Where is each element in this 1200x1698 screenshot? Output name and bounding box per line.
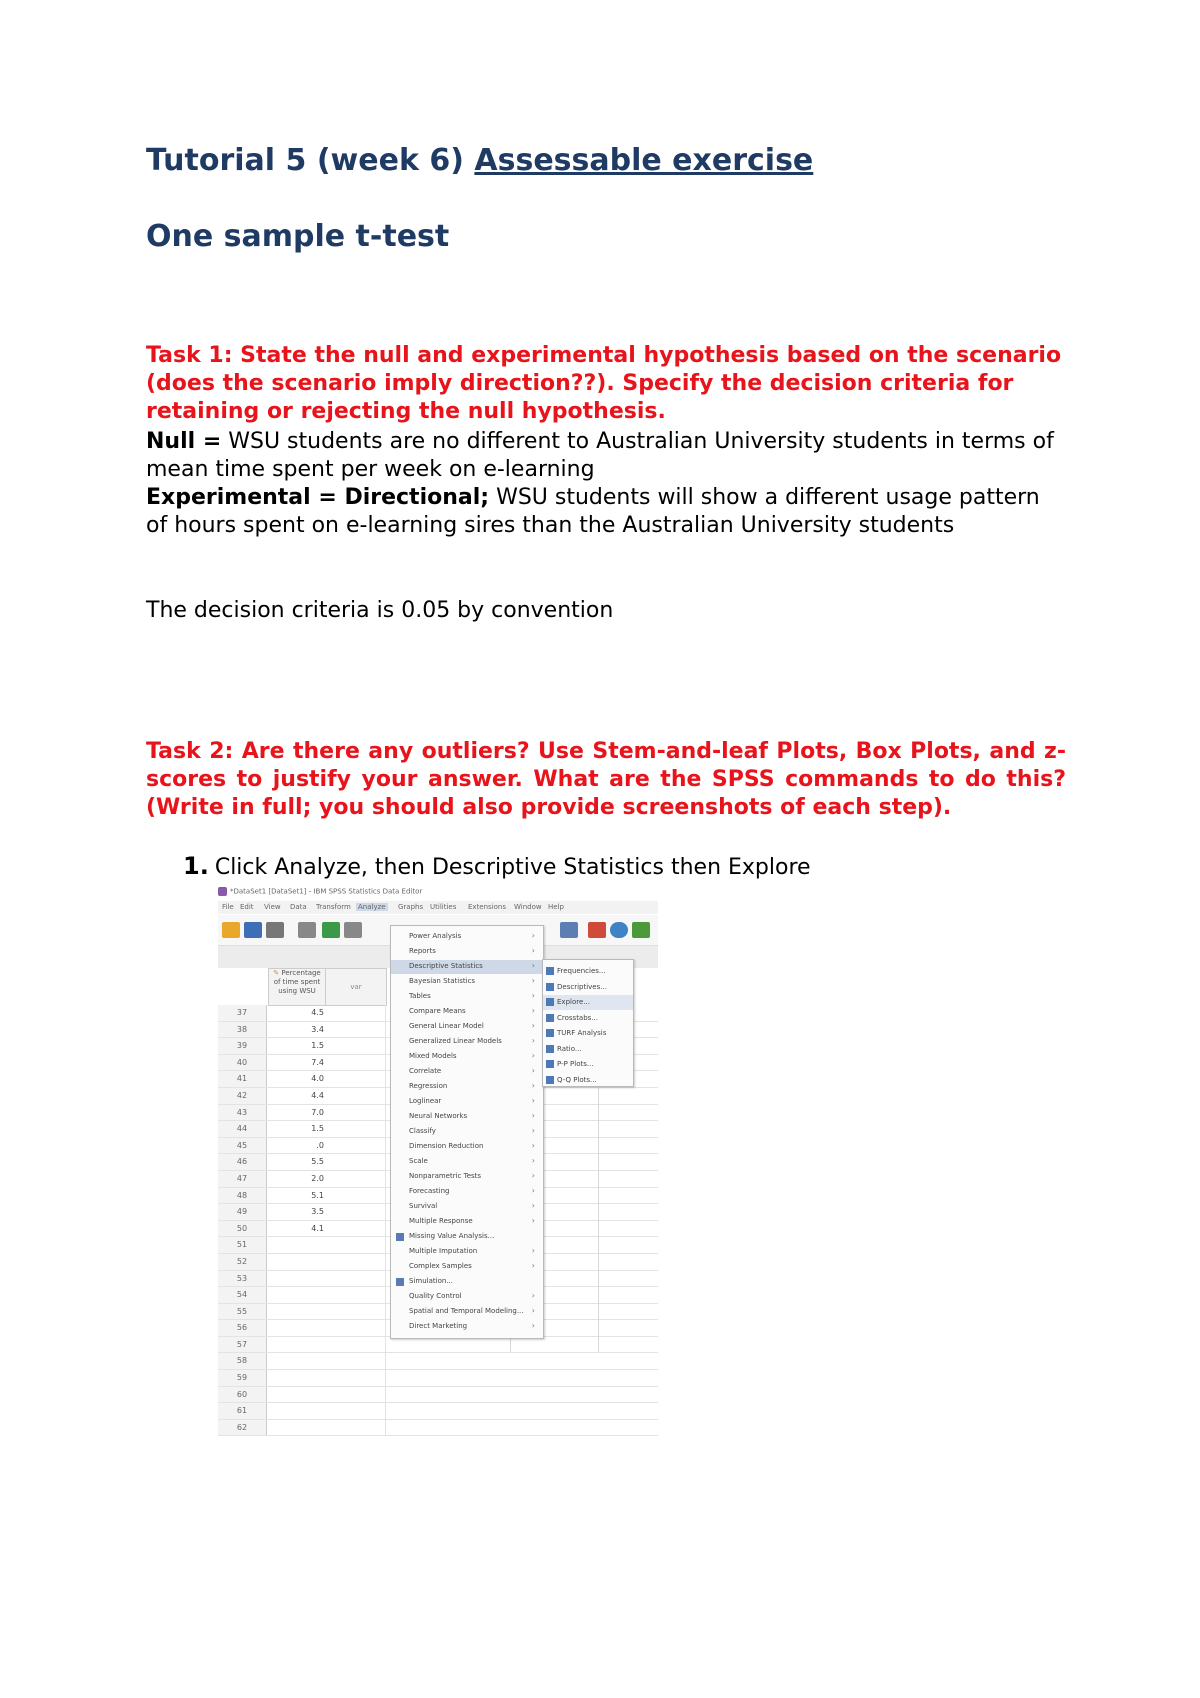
menu-item[interactable]: [391, 1305, 543, 1319]
chevron-right-icon: ›: [531, 931, 535, 940]
submenu-item-icon: [546, 1060, 554, 1068]
row-number[interactable]: 43: [218, 1105, 267, 1121]
descriptive-statistics-submenu: [542, 959, 634, 1087]
table-row[interactable]: [218, 1337, 658, 1354]
row-number[interactable]: 37: [218, 1005, 267, 1021]
row-number[interactable]: 54: [218, 1287, 267, 1303]
column-header-label: Percentage of time spent using WSU: [273, 969, 321, 995]
cell-value[interactable]: 3.4: [311, 1024, 324, 1034]
menu-item[interactable]: [391, 930, 543, 944]
menu-item[interactable]: [391, 1065, 543, 1079]
redo-icon[interactable]: [344, 922, 362, 938]
chevron-right-icon: ›: [531, 1051, 535, 1060]
menu-item-label: Simulation...: [409, 1277, 453, 1285]
chevron-right-icon: ›: [531, 1096, 535, 1105]
empty-cell[interactable]: [325, 1287, 386, 1303]
cell-value[interactable]: 4.4: [311, 1090, 324, 1100]
chevron-right-icon: ›: [531, 1321, 535, 1330]
chevron-right-icon: ›: [531, 1261, 535, 1270]
spss-titlebar: [218, 887, 658, 899]
dialog-recall-icon[interactable]: [298, 922, 316, 938]
menu-data[interactable]: Data: [290, 903, 307, 911]
menu-item-label: Spatial and Temporal Modeling...: [409, 1307, 524, 1315]
menu-item[interactable]: [391, 960, 543, 974]
page-subtitle: One sample t-test: [146, 219, 450, 254]
weight-cases-icon[interactable]: [610, 922, 628, 938]
empty-cell[interactable]: [325, 1088, 386, 1104]
menu-item[interactable]: [391, 1215, 543, 1229]
menu-item[interactable]: [391, 1005, 543, 1019]
submenu-item[interactable]: [543, 964, 633, 979]
row-number[interactable]: 44: [218, 1121, 267, 1137]
column-header-var[interactable]: var: [325, 968, 387, 1006]
empty-cell[interactable]: [325, 1055, 386, 1071]
menu-item[interactable]: [391, 1230, 543, 1244]
menu-item[interactable]: [391, 945, 543, 959]
menu-item[interactable]: [391, 975, 543, 989]
chevron-right-icon: ›: [531, 1006, 535, 1015]
empty-cell[interactable]: [325, 1353, 386, 1369]
row-number[interactable]: 45: [218, 1138, 267, 1154]
menu-item[interactable]: [391, 1320, 543, 1334]
row-number[interactable]: 62: [218, 1420, 267, 1436]
empty-cell[interactable]: [325, 1138, 386, 1154]
submenu-item[interactable]: [543, 980, 633, 995]
menu-graphs[interactable]: Graphs: [398, 903, 424, 911]
chevron-right-icon: ›: [531, 1201, 535, 1210]
submenu-item-label: Ratio...: [557, 1044, 582, 1053]
menu-item-label: Reports: [409, 947, 436, 955]
experimental-hypothesis: [146, 484, 1066, 540]
menu-item-label: Tables: [409, 992, 431, 1000]
menu-item[interactable]: [391, 1275, 543, 1289]
title-underlined: Assessable exercise: [474, 143, 814, 178]
empty-cell[interactable]: [325, 1022, 386, 1038]
empty-cell[interactable]: [325, 1420, 386, 1436]
submenu-item-label: Descriptives...: [557, 982, 607, 991]
menu-item[interactable]: [391, 1200, 543, 1214]
cell-value[interactable]: 2.0: [311, 1173, 324, 1183]
menu-item-label: Survival: [409, 1202, 438, 1210]
menu-item-label: Neural Networks: [409, 1112, 468, 1120]
menu-item-label: Nonparametric Tests: [409, 1172, 482, 1180]
menu-item-label: Descriptive Statistics: [409, 962, 483, 970]
empty-cell[interactable]: [325, 1171, 386, 1187]
row-number[interactable]: 61: [218, 1403, 267, 1419]
chevron-right-icon: ›: [531, 946, 535, 955]
title-prefix: Tutorial 5 (week 6): [146, 143, 475, 178]
cell-value[interactable]: 1.5: [311, 1124, 324, 1134]
menu-item[interactable]: [391, 1125, 543, 1139]
table-row[interactable]: [218, 1420, 658, 1437]
chevron-right-icon: ›: [531, 1156, 535, 1165]
page-title: [146, 143, 813, 178]
submenu-item-label: TURF Analysis: [557, 1029, 607, 1037]
cell-value[interactable]: 5.5: [311, 1157, 324, 1167]
empty-cell[interactable]: [325, 1271, 386, 1287]
menu-item-label: Classify: [409, 1127, 436, 1135]
menu-item[interactable]: [391, 1185, 543, 1199]
row-number[interactable]: 42: [218, 1088, 267, 1104]
empty-cell[interactable]: [325, 1221, 386, 1237]
row-number[interactable]: 40: [218, 1055, 267, 1071]
print-icon[interactable]: [266, 922, 284, 938]
menu-item-label: Generalized Linear Models: [409, 1037, 502, 1045]
row-number[interactable]: 57: [218, 1337, 267, 1353]
menu-item[interactable]: [391, 1035, 543, 1049]
menu-item[interactable]: [391, 1155, 543, 1169]
chevron-right-icon: ›: [531, 1291, 535, 1300]
submenu-item-icon: [546, 1014, 554, 1022]
menu-item[interactable]: [391, 1095, 543, 1109]
chevron-right-icon: ›: [531, 991, 535, 1000]
chevron-right-icon: ›: [531, 1021, 535, 1030]
row-number[interactable]: 47: [218, 1171, 267, 1187]
experimental-label: Experimental = Directional;: [146, 485, 490, 510]
menu-item-label: Dimension Reduction: [409, 1142, 484, 1150]
chevron-right-icon: ›: [531, 1186, 535, 1195]
menu-item[interactable]: [391, 1110, 543, 1124]
step-number: 1.: [183, 852, 209, 880]
empty-cell[interactable]: [325, 1387, 386, 1403]
spss-menubar: [218, 901, 658, 914]
spss-screenshot: [218, 887, 658, 1432]
submenu-item-icon: [546, 998, 554, 1006]
menu-view[interactable]: View: [264, 903, 281, 911]
cell-value[interactable]: 1.5: [311, 1041, 324, 1051]
menu-item-label: Mixed Models: [409, 1052, 457, 1060]
empty-cell[interactable]: [325, 1188, 386, 1204]
chevron-right-icon: ›: [531, 1246, 535, 1255]
chevron-right-icon: ›: [531, 1216, 535, 1225]
menu-extensions[interactable]: Extensions: [468, 903, 507, 911]
submenu-item[interactable]: [543, 1073, 633, 1088]
menu-item-label: Multiple Imputation: [409, 1247, 478, 1255]
row-number[interactable]: 52: [218, 1254, 267, 1270]
empty-cell[interactable]: [325, 1254, 386, 1270]
menu-item-label: Direct Marketing: [409, 1322, 468, 1330]
chevron-right-icon: ›: [531, 1036, 535, 1045]
menu-item-label: Regression: [409, 1082, 448, 1090]
empty-cell[interactable]: [325, 1237, 386, 1253]
cell-value[interactable]: 7.4: [311, 1057, 324, 1067]
chevron-right-icon: ›: [531, 1171, 535, 1180]
submenu-item-label: Q-Q Plots...: [557, 1075, 597, 1084]
submenu-item[interactable]: [543, 995, 633, 1010]
submenu-item-label: Crosstabs...: [557, 1013, 598, 1022]
row-number[interactable]: 50: [218, 1221, 267, 1237]
menu-item-label: Power Analysis: [409, 932, 462, 940]
menu-item-label: Loglinear: [409, 1097, 442, 1105]
chevron-right-icon: ›: [531, 1141, 535, 1150]
menu-utilities[interactable]: Utilities: [430, 903, 457, 911]
menu-file[interactable]: File: [222, 903, 234, 911]
cell-value[interactable]: 5.1: [311, 1190, 324, 1200]
step-1: [183, 852, 811, 880]
cell-value[interactable]: 7.0: [311, 1107, 324, 1117]
menu-item-label: Bayesian Statistics: [409, 977, 476, 985]
cell-value[interactable]: .0: [316, 1140, 324, 1150]
row-number[interactable]: 60: [218, 1387, 267, 1403]
task2-prompt: Task 2: Are there any outliers? Use Stem-and-leaf Plots, Box Plots, and z-scores to justify your answer. What are the SPSS commands to do this? (Write in full; you should also provide screenshots of each step).: [146, 739, 1066, 820]
empty-cell[interactable]: [325, 1204, 386, 1220]
menu-item[interactable]: [391, 1290, 543, 1304]
submenu-item-label: Frequencies...: [557, 967, 606, 975]
column-header[interactable]: [268, 968, 326, 1006]
null-hypothesis: [146, 428, 1066, 484]
empty-cell[interactable]: [325, 1403, 386, 1419]
row-number[interactable]: 48: [218, 1188, 267, 1204]
select-cases-icon[interactable]: [632, 922, 650, 938]
chevron-right-icon: ›: [531, 1066, 535, 1075]
cell-value[interactable]: 4.1: [311, 1223, 324, 1233]
submenu-item-icon: [546, 1076, 554, 1084]
submenu-item-label: Explore...: [557, 998, 590, 1006]
save-icon[interactable]: [244, 922, 262, 938]
submenu-item-icon: [546, 1029, 554, 1037]
submenu-item-icon: [546, 1045, 554, 1053]
analyze-menu: [390, 925, 544, 1339]
empty-cell[interactable]: [325, 1337, 386, 1353]
empty-cell[interactable]: [325, 1320, 386, 1336]
row-number[interactable]: 59: [218, 1370, 267, 1386]
cell-value[interactable]: 3.5: [311, 1207, 324, 1217]
submenu-item-icon: [546, 983, 554, 991]
menu-item[interactable]: [391, 1050, 543, 1064]
menu-item-label: Forecasting: [409, 1187, 450, 1195]
cell-value[interactable]: 4.5: [311, 1008, 324, 1017]
empty-cell[interactable]: [325, 1005, 386, 1021]
submenu-item[interactable]: [543, 1011, 633, 1026]
row-number[interactable]: 51: [218, 1237, 267, 1253]
chevron-right-icon: ›: [531, 1111, 535, 1120]
menu-item[interactable]: [391, 1080, 543, 1094]
row-number[interactable]: 41: [218, 1071, 267, 1087]
menu-edit[interactable]: Edit: [240, 903, 254, 911]
empty-cell[interactable]: [325, 1304, 386, 1320]
menu-item[interactable]: [391, 990, 543, 1004]
grid-icon[interactable]: [560, 922, 578, 938]
menu-item[interactable]: [391, 1140, 543, 1154]
spss-app-icon: [218, 887, 227, 896]
row-number[interactable]: 38: [218, 1022, 267, 1038]
menu-item-icon: [396, 1278, 404, 1286]
menu-window[interactable]: Window: [514, 903, 542, 911]
empty-cell[interactable]: [325, 1121, 386, 1137]
empty-cell[interactable]: [325, 1154, 386, 1170]
submenu-item-icon: [546, 967, 554, 975]
submenu-item-label: P-P Plots...: [557, 1060, 594, 1068]
decision-criteria: The decision criteria is 0.05 by convention: [146, 598, 614, 623]
menu-item-icon: [396, 1233, 404, 1241]
menu-item-label: Scale: [409, 1157, 428, 1165]
empty-cell[interactable]: [325, 1038, 386, 1054]
menu-item-label: Complex Samples: [409, 1262, 472, 1270]
table-row[interactable]: [218, 1403, 658, 1420]
chevron-right-icon: ›: [531, 976, 535, 985]
menu-item-label: Compare Means: [409, 1007, 466, 1015]
menu-item[interactable]: [391, 1260, 543, 1274]
menu-item[interactable]: [391, 1170, 543, 1184]
experimental-text: WSU students will show a different usage pattern of hours spent on e-learning sires than the Australian University students: [146, 485, 1040, 538]
undo-icon[interactable]: [322, 922, 340, 938]
row-number[interactable]: 58: [218, 1353, 267, 1369]
task1-prompt: Task 1: State the null and experimental hypothesis based on the scenario (does the scenario imply direction??). Specify the decision criteria for retaining or rejecting the null hypothesis.: [146, 343, 1062, 424]
table-row[interactable]: [218, 1387, 658, 1404]
row-number[interactable]: 56: [218, 1320, 267, 1336]
menu-analyze[interactable]: Analyze: [358, 903, 386, 911]
menu-item-label: General Linear Model: [409, 1022, 484, 1030]
menu-item-label: Multiple Response: [409, 1217, 473, 1225]
empty-cell[interactable]: [325, 1105, 386, 1121]
table-row[interactable]: [218, 1370, 658, 1387]
chevron-right-icon: ›: [531, 1306, 535, 1315]
menu-item[interactable]: [391, 1020, 543, 1034]
spss-window-title: *DataSet1 [DataSet1] - IBM SPSS Statistics Data Editor: [230, 887, 423, 896]
row-number[interactable]: 49: [218, 1204, 267, 1220]
chevron-right-icon: ›: [531, 1126, 535, 1135]
row-number[interactable]: 46: [218, 1154, 267, 1170]
scale-icon: ✎: [273, 969, 280, 977]
chevron-right-icon: ›: [531, 961, 535, 970]
null-label: Null =: [146, 429, 222, 454]
submenu-item[interactable]: [543, 1042, 633, 1057]
row-number[interactable]: 55: [218, 1304, 267, 1320]
row-number[interactable]: 39: [218, 1038, 267, 1054]
table-row[interactable]: [218, 1353, 658, 1370]
empty-cell[interactable]: [325, 1370, 386, 1386]
menu-help[interactable]: Help: [548, 903, 564, 911]
null-text: WSU students are no different to Australian University students in terms of mean time spent per week on e-learning: [146, 429, 1054, 482]
open-folder-icon[interactable]: [222, 922, 240, 938]
submenu-item[interactable]: [543, 1026, 633, 1041]
menu-item-label: Missing Value Analysis...: [409, 1232, 495, 1240]
step-text: Click Analyze, then Descriptive Statistics then Explore: [214, 855, 811, 880]
submenu-item[interactable]: [543, 1057, 633, 1072]
menu-item-label: Correlate: [409, 1067, 442, 1075]
row-number[interactable]: 53: [218, 1271, 267, 1287]
menu-item-label: Quality Control: [409, 1292, 462, 1300]
split-file-icon[interactable]: [588, 922, 606, 938]
cell-value[interactable]: 4.0: [311, 1074, 324, 1084]
menu-item[interactable]: [391, 1245, 543, 1259]
chevron-right-icon: ›: [531, 1081, 535, 1090]
menu-transform[interactable]: Transform: [316, 903, 351, 911]
empty-cell[interactable]: [325, 1071, 386, 1087]
